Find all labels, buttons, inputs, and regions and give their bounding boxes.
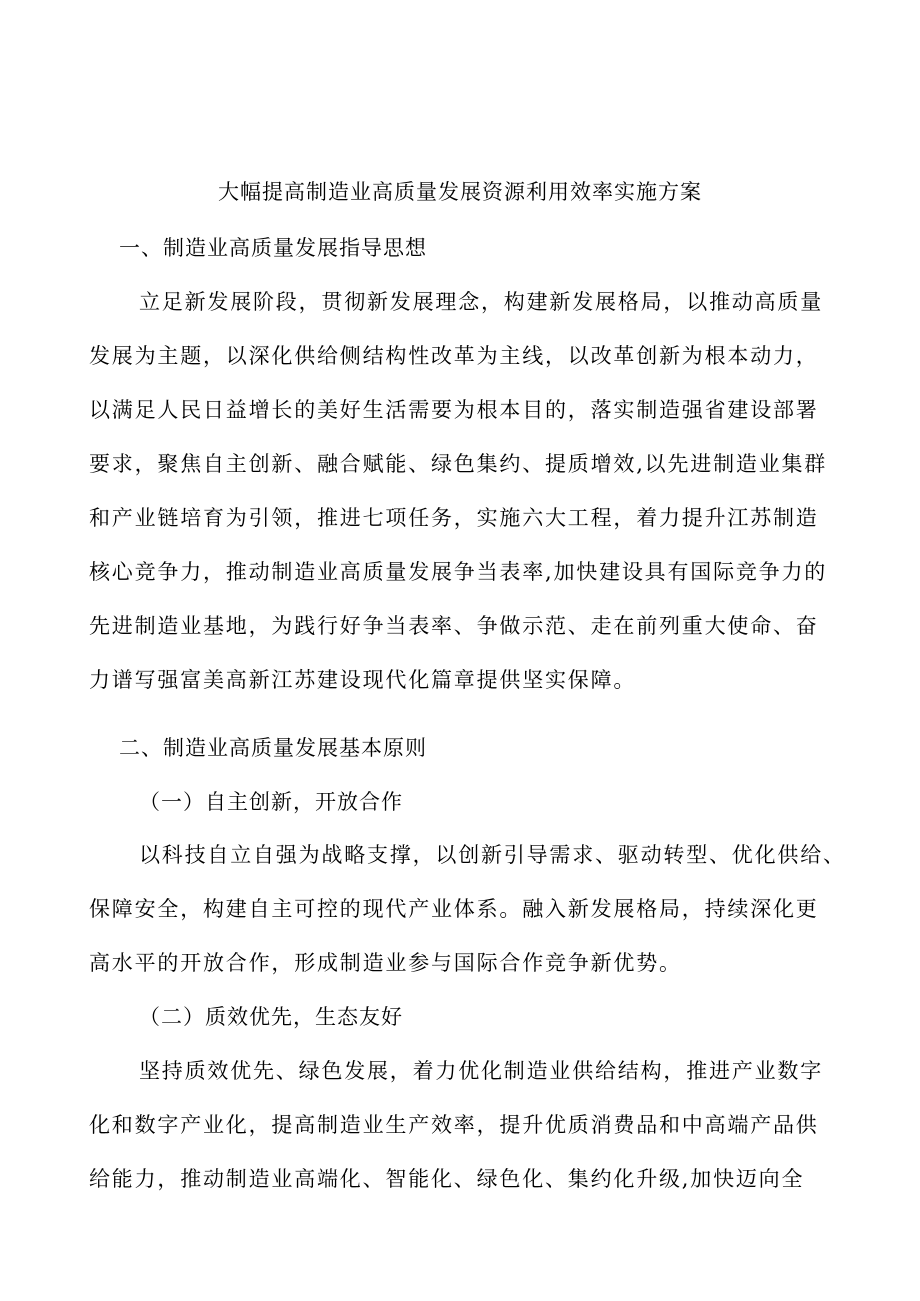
- section-heading-guiding-ideology: 一、制造业高质量发展指导思想: [119, 236, 427, 260]
- section-heading-basic-principles: 二、制造业高质量发展基本原则: [119, 736, 427, 760]
- document-title: 大幅提高制造业高质量发展资源利用效率实施方案: [218, 180, 702, 204]
- paragraph-line: 高水平的开放合作，形成制造业参与国际合作竞争新优势。: [89, 951, 682, 975]
- paragraph-line: 以科技自立自强为战略支撑，以创新引导需求、驱动转型、优化供给、: [139, 843, 846, 867]
- paragraph-line: 给能力，推动制造业高端化、智能化、绿色化、集约化升级,加快迈向全: [89, 1167, 805, 1191]
- paragraph-line: 立足新发展阶段，贯彻新发展理念，构建新发展格局，以推动高质量: [139, 290, 823, 314]
- paragraph-line: 化和数字产业化，提高制造业生产效率，提升优质消费品和中高端产品供: [89, 1113, 819, 1137]
- subsection-heading-quality: （二）质效优先，生态友好: [139, 1005, 403, 1029]
- paragraph-line: 保障安全，构建自主可控的现代产业体系。融入新发展格局，持续深化更: [89, 897, 819, 921]
- paragraph-line: 先进制造业基地，为践行好争当表率、争做示范、走在前列重大使命、奋: [89, 614, 819, 638]
- paragraph-line: 和产业链培育为引领，推进七项任务，实施六大工程，着力提升江苏制造: [89, 506, 819, 530]
- paragraph-line: 要求，聚焦自主创新、融合赋能、绿色集约、提质增效,以先进制造业集群: [89, 452, 828, 476]
- paragraph-line: 核心竞争力，推动制造业高质量发展争当表率,加快建设具有国际竞争力的: [89, 560, 828, 584]
- paragraph-line: 力谱写强富美高新江苏建设现代化篇章提供坚实保障。: [89, 668, 637, 692]
- subsection-heading-innovation: （一）自主创新，开放合作: [139, 790, 403, 814]
- paragraph-line: 发展为主题，以深化供给侧结构性改革为主线，以改革创新为根本动力，: [89, 344, 819, 368]
- paragraph-line: 坚持质效优先、绿色发展，着力优化制造业供给结构，推进产业数字: [139, 1059, 823, 1083]
- paragraph-line: 以满足人民日益增长的美好生活需要为根本目的，落实制造强省建设部署: [89, 398, 819, 422]
